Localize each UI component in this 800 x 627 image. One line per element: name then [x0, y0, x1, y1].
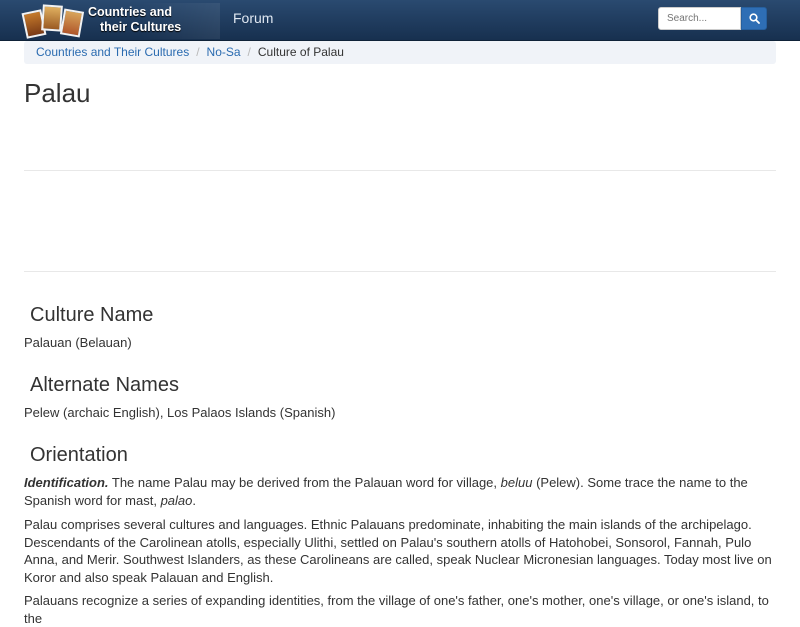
breadcrumb-current: Culture of Palau — [257, 45, 344, 59]
orientation-paragraph-2: Palau comprises several cultures and languages. Ethnic Palauans predominate, inhabiting the main islands of the archipelago. Descendants of the Carolinean atolls, especially Ulithi, settled on Palau's southern atolls of Hatohobei, Sonsorol, Fannah, Pulo Anna, and Merir. Southwest Islanders, as these Carolineans are called, speak Nuclear Micronesian languages. Today most live on Koror and also speak Palauan and English. — [24, 517, 772, 585]
search-icon — [749, 13, 760, 24]
para1-term-beluu: beluu — [500, 475, 533, 490]
breadcrumb-link-no-sa[interactable]: No-Sa — [206, 45, 241, 59]
search-input[interactable] — [658, 7, 741, 30]
orientation-paragraph-1 — [24, 474, 776, 509]
nav-link-forum[interactable]: Forum — [233, 10, 274, 26]
heading-orientation: Orientation — [30, 444, 128, 466]
para1-text-e: . — [192, 492, 196, 508]
heading-alternate-names: Alternate Names — [30, 374, 179, 396]
heading-culture-name: Culture Name — [30, 304, 154, 326]
identification-lead: Identification. — [24, 475, 109, 490]
logo-text — [88, 5, 218, 35]
alternate-names-text: Pelew (archaic English), Los Palaos Islands (Spanish) — [24, 405, 336, 420]
breadcrumb-link-countries[interactable]: Countries and Their Cultures — [36, 45, 190, 59]
logo-line-2: their Cultures — [100, 20, 182, 34]
top-navbar — [0, 0, 800, 41]
divider — [24, 170, 776, 171]
divider — [24, 271, 776, 272]
logo-photo-3 — [60, 8, 84, 37]
site-logo[interactable] — [22, 3, 220, 39]
logo-photo-2 — [41, 4, 63, 31]
search-button[interactable] — [741, 7, 767, 30]
logo-images — [24, 5, 86, 39]
breadcrumb-separator: / — [196, 45, 200, 59]
page-title: Palau — [24, 78, 91, 108]
breadcrumb-separator: / — [247, 45, 251, 59]
para1-term-palao: palao — [160, 492, 193, 508]
para1-text-a: The name Palau may be derived from the Palauan word for village, — [108, 475, 501, 490]
logo-line-1: Countries and — [88, 5, 173, 19]
para1-text-c: (Pelew). Some trace the name to the Spanish word for mast, — [24, 475, 748, 508]
orientation-paragraph-3: Palauans recognize a series of expanding identities, from the village of one's father, one's mother, one's village, or one's island, to the — [24, 593, 769, 626]
culture-name-text: Palauan (Belauan) — [24, 335, 132, 350]
breadcrumb — [24, 41, 776, 64]
